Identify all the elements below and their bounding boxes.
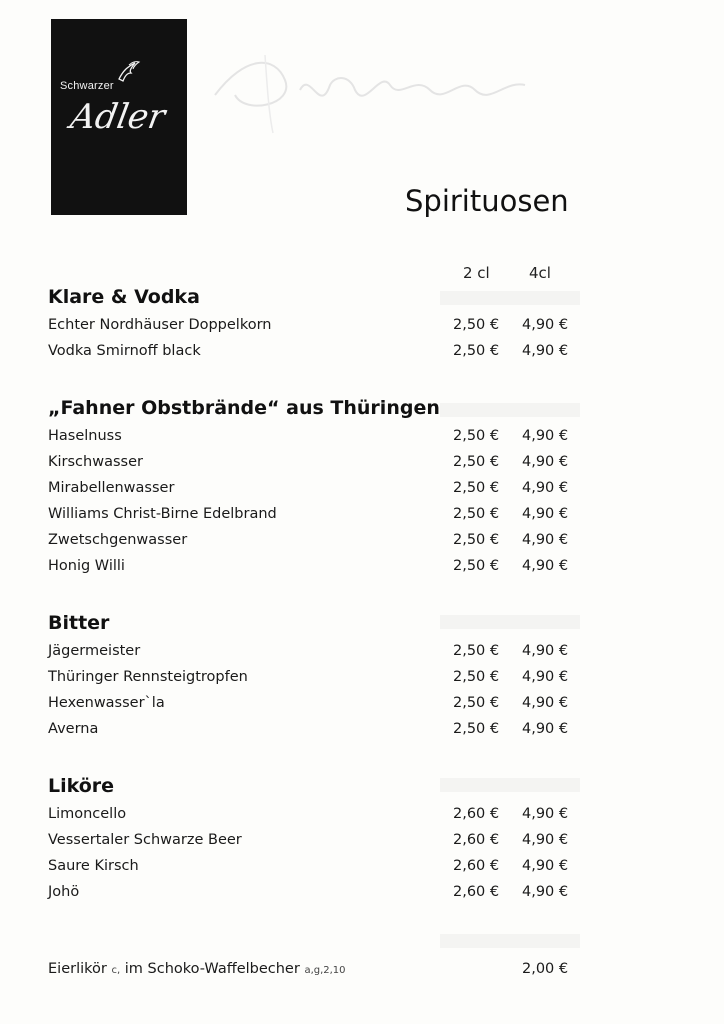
price-4cl: 4,90 € [522, 695, 569, 711]
price-4cl: 4,90 € [522, 643, 569, 659]
allergen-codes: c, [111, 965, 121, 976]
item-name: Jägermeister [48, 643, 141, 659]
price-2cl: 2,50 € [453, 695, 500, 711]
price-2cl: 2,50 € [453, 721, 500, 737]
item-name: Hexenwasser`la [48, 695, 165, 711]
section-heading-klare-vodka: Klare & Vodka [48, 286, 200, 308]
price-4cl: 4,90 € [522, 317, 569, 333]
menu-item [48, 669, 588, 691]
menu-item [48, 695, 588, 717]
item-name: Saure Kirsch [48, 858, 139, 874]
column-header-2cl: 2 cl [463, 264, 490, 282]
price-2cl: 2,50 € [453, 317, 500, 333]
item-name: Limoncello [48, 806, 127, 822]
item-name: Kirschwasser [48, 454, 143, 470]
price-2cl: 2,50 € [453, 506, 500, 522]
section-heading-obstbraende: „Fahner Obstbrände“ aus Thüringen [48, 397, 440, 419]
item-name [48, 961, 346, 977]
price-4cl: 4,90 € [522, 858, 569, 874]
price-4cl: 4,90 € [522, 558, 569, 574]
price-4cl: 4,90 € [522, 806, 569, 822]
price-4cl: 4,90 € [522, 506, 569, 522]
menu-item [48, 506, 588, 528]
price-single: 2,00 € [522, 961, 569, 977]
price-2cl: 2,60 € [453, 884, 500, 900]
price-2cl: 2,50 € [453, 532, 500, 548]
item-name: Vessertaler Schwarze Beer [48, 832, 242, 848]
price-2cl: 2,50 € [453, 643, 500, 659]
menu-item [48, 480, 588, 502]
price-2cl: 2,50 € [453, 454, 500, 470]
item-name: Honig Willi [48, 558, 125, 574]
item-name: Echter Nordhäuser Doppelkorn [48, 317, 272, 333]
menu-item [48, 343, 588, 365]
price-4cl: 4,90 € [522, 532, 569, 548]
price-4cl: 4,90 € [522, 884, 569, 900]
item-name: Johö [48, 884, 80, 900]
menu-item [48, 721, 588, 743]
price-4cl: 4,90 € [522, 428, 569, 444]
price-4cl: 4,90 € [522, 832, 569, 848]
restaurant-logo [51, 19, 187, 215]
item-name: Thüringer Rennsteigtropfen [48, 669, 248, 685]
price-2cl: 2,50 € [453, 480, 500, 496]
item-name-part: Eierlikör [48, 961, 107, 977]
menu-item [48, 317, 588, 339]
item-name: Mirabellenwasser [48, 480, 175, 496]
section-heading-bitter: Bitter [48, 612, 110, 634]
price-2cl: 2,50 € [453, 558, 500, 574]
item-name: Zwetschgenwasser [48, 532, 188, 548]
price-4cl: 4,90 € [522, 343, 569, 359]
menu-item [48, 806, 588, 828]
background-band [440, 934, 580, 948]
eagle-icon [117, 59, 141, 85]
menu-item [48, 858, 588, 880]
allergen-codes: a,g,2,10 [304, 965, 346, 976]
page-title: Spirituosen [405, 184, 569, 218]
price-2cl: 2,50 € [453, 669, 500, 685]
price-2cl: 2,60 € [453, 806, 500, 822]
item-name: Haselnuss [48, 428, 122, 444]
background-band [440, 403, 580, 417]
price-4cl: 4,90 € [522, 721, 569, 737]
menu-item [48, 454, 588, 476]
menu-item [48, 532, 588, 554]
price-4cl: 4,90 € [522, 480, 569, 496]
column-header-4cl: 4cl [529, 264, 551, 282]
background-band [440, 291, 580, 305]
menu-item [48, 428, 588, 450]
price-2cl: 2,50 € [453, 428, 500, 444]
logo-script-text: Adler [67, 97, 169, 137]
menu-item [48, 884, 588, 906]
menu-item [48, 643, 588, 665]
section-heading-likoere: Liköre [48, 775, 115, 797]
item-name-part: im Schoko-Waffelbecher [124, 961, 300, 977]
price-4cl: 4,90 € [522, 669, 569, 685]
background-band [440, 615, 580, 629]
price-2cl: 2,60 € [453, 832, 500, 848]
logo-small-text: Schwarzer [60, 80, 114, 92]
menu-item [48, 832, 588, 854]
item-name: Williams Christ-Birne Edelbrand [48, 506, 277, 522]
menu-item [48, 558, 588, 580]
item-name: Averna [48, 721, 99, 737]
price-4cl: 4,90 € [522, 454, 569, 470]
background-band [440, 778, 580, 792]
price-2cl: 2,60 € [453, 858, 500, 874]
price-2cl: 2,50 € [453, 343, 500, 359]
script-watermark [205, 35, 535, 135]
menu-item-eierlikoer [48, 961, 588, 983]
item-name: Vodka Smirnoff black [48, 343, 201, 359]
